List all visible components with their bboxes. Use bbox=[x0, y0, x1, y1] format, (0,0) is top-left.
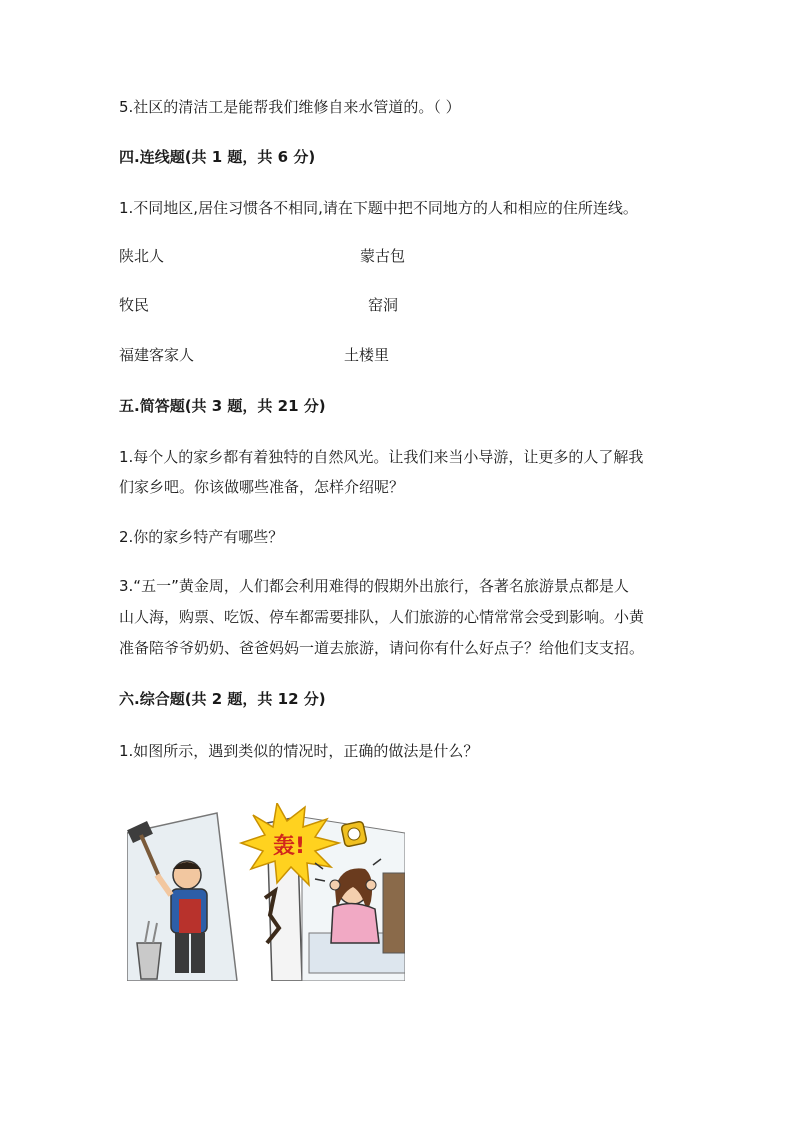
woman-hand-right-icon bbox=[366, 880, 376, 890]
match-left-3: 福建客家人 bbox=[119, 346, 195, 364]
section-5-title: 五.简答题(共 3 题，共 21 分) bbox=[119, 397, 326, 415]
man-leg-right-icon bbox=[191, 933, 205, 973]
match-right-1: 蒙古包 bbox=[360, 247, 406, 265]
woman-hand-left-icon bbox=[330, 880, 340, 890]
man-apron-icon bbox=[179, 899, 201, 933]
match-left-2: 牧民 bbox=[119, 296, 150, 314]
short-answer-3-line-1: 3.“五一”黄金周，人们都会利用难得的假期外出旅行，各著名旅游景点都是人 bbox=[119, 577, 629, 595]
man-leg-left-icon bbox=[175, 933, 189, 973]
matching-question-1: 1.不同地区,居住习惯各不相同,请在下题中把不同地方的人和相应的住所连线。 bbox=[119, 199, 638, 217]
section-6-title: 六.综合题(共 2 题，共 12 分) bbox=[119, 690, 326, 708]
match-right-3: 土楼里 bbox=[344, 346, 390, 364]
match-right-2: 窑洞 bbox=[368, 296, 399, 314]
match-left-1: 陕北人 bbox=[119, 247, 165, 265]
short-answer-3-line-3: 准备陪爷爷奶奶、爸爸妈妈一道去旅游，请问你有什么好点子？给他们支支招。 bbox=[119, 639, 645, 657]
clock-face-icon bbox=[348, 828, 360, 840]
question-5-judge: 5.社区的清洁工是能帮我们维修自来水管道的。（ ） bbox=[119, 98, 461, 116]
section-4-title: 四.连线题(共 1 题，共 6 分) bbox=[119, 148, 316, 166]
short-answer-1-line-1: 1.每个人的家乡都有着独特的自然风光。让我们来当小导游，让更多的人了解我 bbox=[119, 448, 644, 466]
short-answer-1-line-2: 们家乡吧。你该做哪些准备，怎样介绍呢？ bbox=[119, 478, 405, 496]
illustration-svg bbox=[127, 803, 405, 981]
headboard-icon bbox=[383, 873, 405, 953]
woman-shirt-icon bbox=[331, 903, 379, 943]
bucket-icon bbox=[137, 943, 161, 979]
noise-disturbance-illustration bbox=[127, 803, 405, 981]
onomatopoeia-text: 轰! bbox=[273, 834, 306, 859]
comprehensive-question-1: 1.如图所示，遇到类似的情况时，正确的做法是什么？ bbox=[119, 742, 479, 760]
short-answer-2: 2.你的家乡特产有哪些？ bbox=[119, 528, 284, 546]
short-answer-3-line-2: 山人海，购票、吃饭、停车都需要排队，人们旅游的心情常常会受到影响。小黄 bbox=[119, 608, 645, 626]
